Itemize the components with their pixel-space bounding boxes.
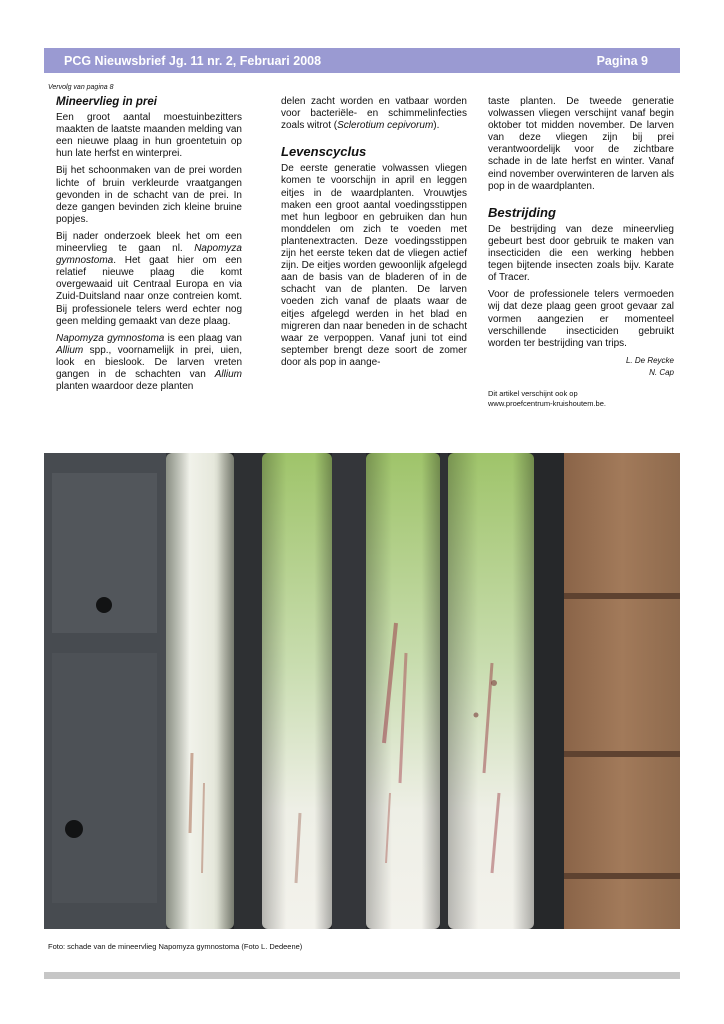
page-header (44, 48, 680, 73)
photo-caption: Foto: schade van de mineervlieg Napomyza gymnostoma (Foto L. Dedeene) (48, 942, 303, 951)
paragraph: delen zacht worden en vatbaar worden voor bacteriële- en schimmelinfecties zoals witrot (Sclerotium cepivorum). (281, 96, 467, 132)
page-number: Pagina 9 (596, 53, 648, 68)
source-note: Dit artikel verschijnt ook op www.proefcentrum-kruishoutem.be. (488, 389, 674, 409)
paragraph: De eerste generatie volwassen vliegen komen te voorschijn in april en leggen eitjes in de waardplanten. Vrouwtjes maken een groot aantal voedingsstippen met hun legboor en gebruiken dan hun monddelen om zich te voeden met plantenextracten. Deze voedingsstippen zijn het eerste teken dat de vliegen actief zijn. De eitjes worden gewoonlijk afgelegd aan de basis van de bladeren of in de schacht van de planten. De larven voeden zich vanaf de plaats waar de eitjes afgelegd werden in het blad en migreren dan naar beneden in de schacht waar ze verpoppen. Vanaf juni tot eind september brengt deze soort de zomer door als pop in aange- (281, 163, 467, 368)
authors (488, 355, 674, 379)
footer-bar (44, 972, 680, 979)
continued-note: Vervolg van pagina 8 (48, 84, 114, 91)
article-title: Mineervlieg in prei (56, 96, 157, 108)
paragraph: De bestrijding van deze mineervlieg gebeurt best door gebruik te maken van insecticiden die een werking hebben tegen bijtende insecten zoals bijv. Karate of Tracer. (488, 223, 674, 284)
paragraph: Voor de professionele telers vermoeden wij dat deze plaag geen groot gevaar zal vormen aangezien er momenteel verschillende insecticiden gebruikt worden ter bestrijding van trips. (488, 289, 674, 349)
paragraph: taste planten. De tweede generatie volwassen vliegen verschijnt vanaf begin oktober tot midden november. De larven van deze vliegen zijn bij prei verantwoordelijk voor de zichtbare schade in de late herfst en winter. Vanaf eind november overwinteren de larven als pop in de waardplanten. (488, 96, 674, 192)
article-column-2 (281, 96, 467, 374)
source-link[interactable]: www.proefcentrum-kruishoutem.be. (488, 398, 606, 408)
paragraph: Een groot aantal moestuinbezitters maakten de laatste maanden melding van een nieuwe plaag in hun groentetuin op hun late herfst en winterprei. (56, 112, 242, 160)
leek-damage-photo (44, 453, 680, 929)
article-column-1 (56, 96, 242, 398)
section-heading-levenscyclus: Levenscyclus (281, 144, 367, 160)
author: N. Cap (649, 367, 674, 377)
newsletter-title: PCG Nieuwsbrief Jg. 11 nr. 2, Februari 2008 (64, 53, 322, 68)
section-heading-bestrijding: Bestrijding (488, 204, 556, 220)
author: L. De Reycke (625, 355, 674, 365)
paragraph: Bij het schoonmaken van de prei worden lichte of bruin verkleurde vraatgangen gevonden in de schacht van de prei. In deze gangen bevinden zich kleine bruine popjes. (56, 165, 242, 225)
paragraph: Napomyza gymnostoma is een plaag van Allium spp., voornamelijk in prei, uien, look en bieslook. De larven vreten gangen in de schachten van Allium planten waardoor deze planten (56, 332, 242, 393)
paragraph: Bij nader onderzoek bleek het om een mineervlieg te gaan nl. Napomyza gymnostoma. Het gaat hier om een relatief nieuwe plaag die komt overgewaaid uit Centraal Europa en via Zuid-Duitsland naar onze contreien komt. Bij professionele telers werd echter nog geen melding gemaakt van deze plaag. (56, 230, 242, 327)
article-column-3 (488, 96, 674, 409)
